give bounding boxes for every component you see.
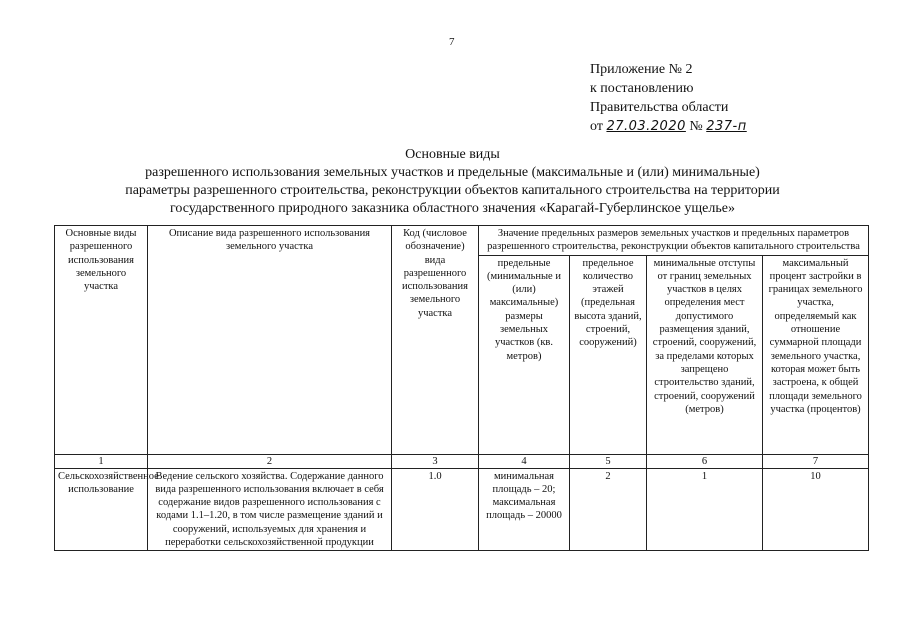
title-line-4: государственного природного заказника областного значения «Карагай-Губерлинское ущелье» <box>170 201 735 216</box>
header-row-1 <box>55 226 869 256</box>
cell-description: Ведение сельского хозяйства. Содержание данного вида разрешенного использования включает в себя содержание видов разрешенного использования с кодами 1.1–1.20, в том числе размещение зданий и сооружений, используемых для хранения и переработки сельскохозяйственной продукции <box>148 468 392 551</box>
header-limits-group: Значение предельных размеров земельных участков и предельных параметров разрешенного строительства, реконструкции объектов капитального строительства <box>479 226 869 256</box>
appendix-block <box>590 60 747 136</box>
header-description: Описание вида разрешенного использования земельного участка <box>148 226 392 455</box>
date-prefix: от <box>590 119 603 134</box>
header-setback: минимальные отступы от границ земельных участков в целях определения мест допустимого размещения зданий, строений, сооружений, за пределами которых запрещено строительство зданий, строений, сооружений (метров) <box>647 255 763 454</box>
cell-coverage: 10 <box>763 468 869 551</box>
appendix-line-1: Приложение № 2 <box>590 62 693 77</box>
column-number: 4 <box>479 454 570 468</box>
handwritten-number: 237-п <box>706 119 747 134</box>
column-number: 1 <box>55 454 148 468</box>
cell-code: 1.0 <box>392 468 479 551</box>
cell-use-type: Сельскохозяйственное использование <box>55 468 148 551</box>
title-line-2: разрешенного использования земельных участков и предельные (максимальные и (или) минимальные) <box>145 165 760 180</box>
header-plot-size: предельные (минимальные и (или) максимальные) размеры земельных участков (кв. метров) <box>479 255 570 454</box>
title-line-3: параметры разрешенного строительства, реконструкции объектов капитального строительства на территории <box>125 183 780 198</box>
column-number-row <box>55 454 869 468</box>
handwritten-date: 27.03.2020 <box>606 119 686 134</box>
appendix-date-line <box>590 117 747 136</box>
document-title <box>40 146 865 218</box>
header-code: Код (числовое обозначение) вида разрешенного использования земельного участка <box>392 226 479 455</box>
page-number: 7 <box>449 36 455 48</box>
header-floors: предельное количество этажей (предельная высота зданий, строений, сооружений) <box>570 255 647 454</box>
column-number: 6 <box>647 454 763 468</box>
header-use-type: Основные виды разрешенного использования земельного участка <box>55 226 148 455</box>
column-number: 7 <box>763 454 869 468</box>
appendix-line-3: Правительства области <box>590 100 729 115</box>
land-use-table <box>54 225 869 551</box>
number-prefix: № <box>689 119 703 134</box>
column-number: 2 <box>148 454 392 468</box>
table-row <box>55 468 869 551</box>
cell-plot-size: минимальная площадь – 20; максимальная площадь – 20000 <box>479 468 570 551</box>
cell-floors: 2 <box>570 468 647 551</box>
title-line-1: Основные виды <box>405 147 500 162</box>
appendix-line-2: к постановлению <box>590 81 694 96</box>
header-coverage: максимальный процент застройки в границах земельного участка, определяемый как отношение суммарной площади земельного участка, которая может быть застроена, к общей площади земельного участка (процентов) <box>763 255 869 454</box>
column-number: 3 <box>392 454 479 468</box>
column-number: 5 <box>570 454 647 468</box>
cell-setback: 1 <box>647 468 763 551</box>
